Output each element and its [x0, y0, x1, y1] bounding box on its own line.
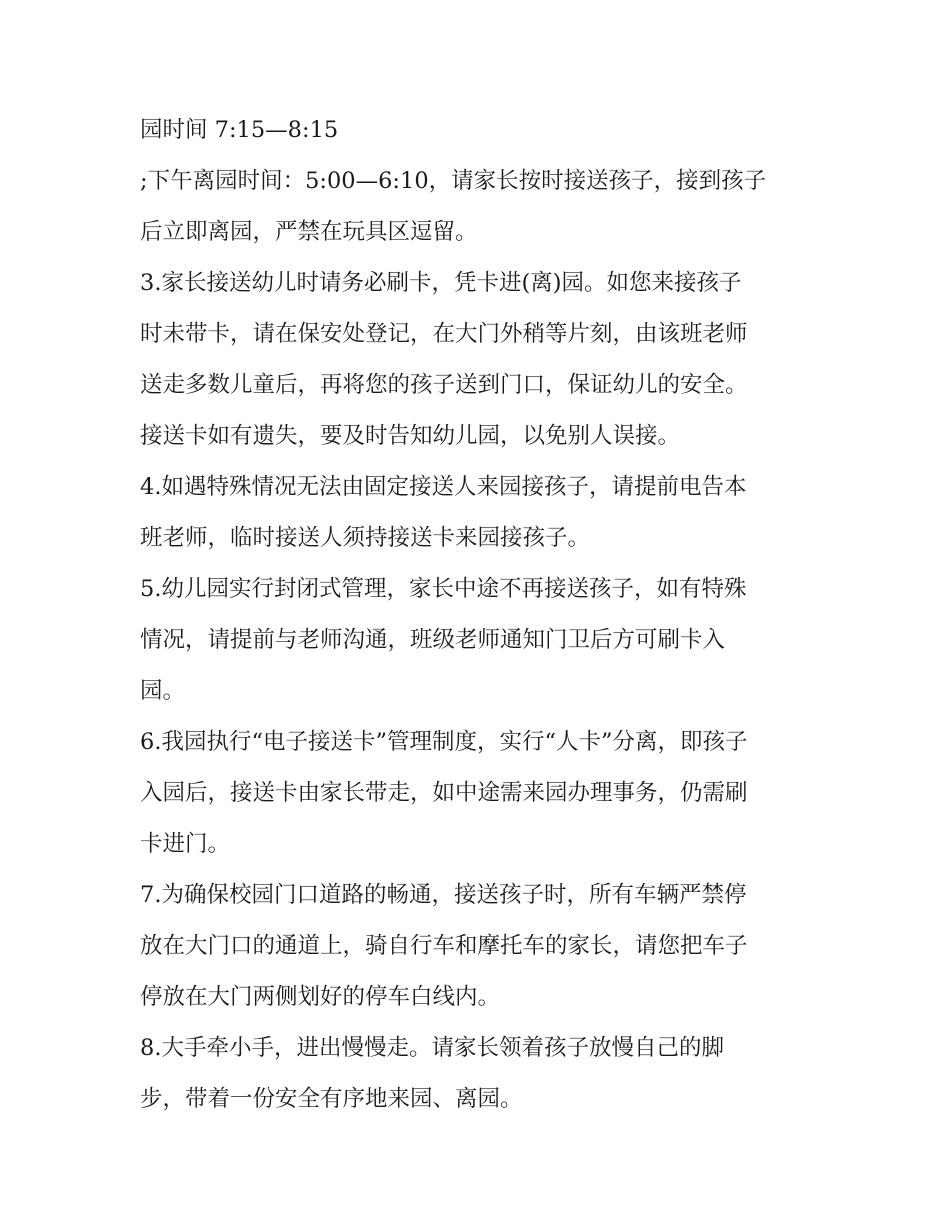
text-line: 园时间 7:15—8:15: [140, 117, 339, 143]
text-line: 停放在大门两侧划好的停车白线内。: [140, 984, 501, 1010]
text-line: 卡进门。: [140, 831, 231, 857]
text-line: 接送卡如有遗失，要及时告知幼儿园，以免别人误接。: [140, 423, 681, 449]
text-line: 园。: [140, 678, 186, 704]
text-line: 班老师，临时接送人须持接送卡来园接孩子。: [140, 525, 591, 551]
text-line: 5.幼儿园实行封闭式管理，家长中途不再接送孩子，如有特殊: [140, 576, 747, 602]
text-line: 7.为确保校园门口道路的畅通，接送孩子时，所有车辆严禁停: [140, 882, 747, 908]
text-line: 放在大门口的通道上，骑自行车和摩托车的家长，请您把车子: [140, 933, 748, 959]
text-line: 情况，请提前与老师沟通，班级老师通知门卫后方可刷卡入: [140, 627, 726, 653]
document-body: [140, 105, 820, 1125]
text-line: 6.我园执行“电子接送卡”管理制度，实行“人卡”分离，即孩子: [140, 729, 748, 755]
text-line: 入园后，接送卡由家长带走，如中途需来园办理事务，仍需刷: [140, 780, 748, 806]
text-line: 步，带着一份安全有序地来园、离园。: [140, 1086, 523, 1112]
text-line: 8.大手牵小手，进出慢慢走。请家长领着孩子放慢自己的脚: [140, 1035, 724, 1061]
text-line: 4.如遇特殊情况无法由固定接送人来园接孩子，请提前电告本: [140, 474, 747, 500]
text-line: 后立即离园，严禁在玩具区逗留。: [140, 219, 478, 245]
text-line: 3.家长接送幼儿时请务必刷卡，凭卡进(离)园。如您来接孩子: [140, 270, 742, 296]
text-line: 送走多数儿童后，再将您的孩子送到门口，保证幼儿的安全。: [140, 372, 748, 398]
text-line: ;下午离园时间：5:00—6:10，请家长按时接送孩子，接到孩子: [140, 168, 767, 194]
text-line: 时未带卡，请在保安处登记，在大门外稍等片刻，由该班老师: [140, 321, 748, 347]
